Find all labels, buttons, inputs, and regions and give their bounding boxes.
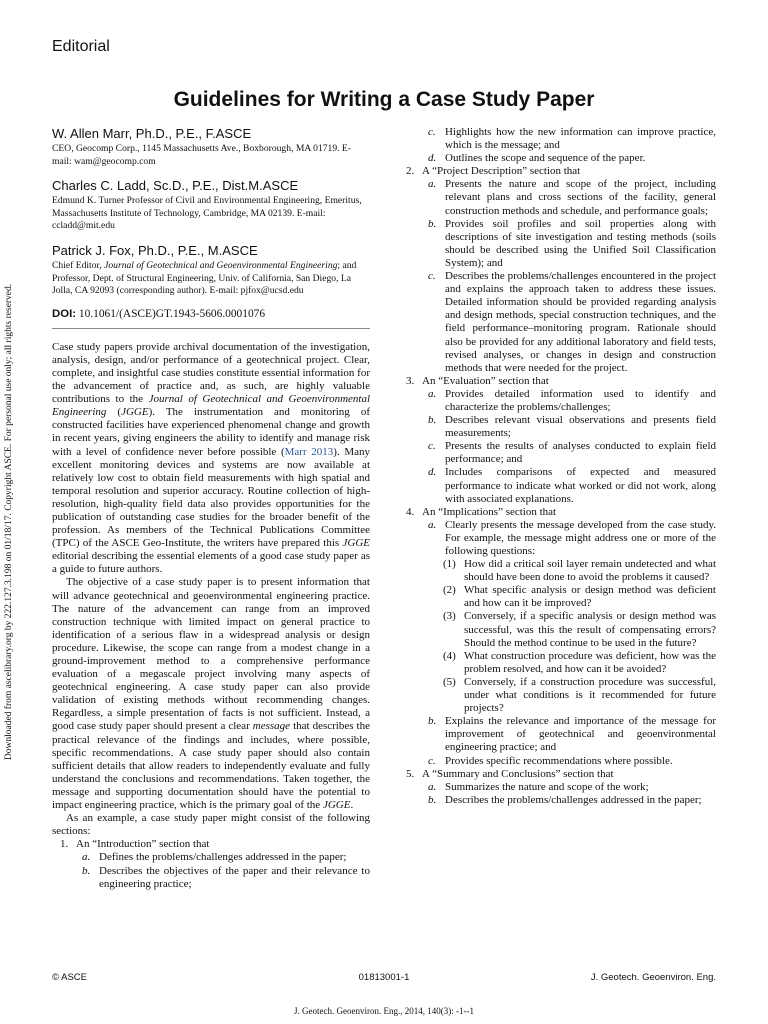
list-item: a. Presents the nature and scope of the project, including relevant plans and cross sections of the facility, general construction methods and schedule, and performance goals; — [428, 178, 716, 217]
author-2 — [52, 178, 370, 233]
list-item: c. Describes the problems/challenges encountered in the project and explains the approach taken to address these issues. Detailed information should be provided regarding analysis and design methods, special construction techniques, and the field performance–monitoring program. Rationale should also be provided for any additional laboratory and field tests, revised analyses, or changes in design and construction methods that were needed for the project. — [428, 270, 716, 374]
footer-page-id: 01813001-1 — [358, 972, 410, 983]
divider — [52, 328, 370, 329]
paragraph: Case study papers provide archival documentation of the investigation, analysis, design, and/or performance of a geotechnical project. Clear, complete, and insightful case studies constitute essential information for the advancement of practice and, as such, are highly valuable contributions to the Journal of Geotechnical and Geoenvironmental Engineering (JGGE). The instrumentation and monitoring of constructed facilities have experienced phenomenal change and growth in recent years, giving engineers the ability to identify and manage risk with a level of confidence never before possible (Marr 2013). Many excellent monitoring devices and systems are now available at relatively low cost to obtain field measurements with high spatial and temporal resolution and superior accuracy. Routine collection of high-resolution, high-quality field data also provides opportunities for the publication of outstanding case studies for the broader benefit of the profession. As members of the Technical Publications Committee (TPC) of the ASCE Geo-Institute, the writers have prepared this JGGE editorial describing the essential elements of a good case study paper as a guide to future authors. — [52, 340, 371, 576]
list-item: (5) Conversely, if a construction procedure was successful, under what conditions is it recommended for future projects? — [443, 675, 716, 715]
author-affiliation: Chief Editor, Journal of Geotechnical and Geoenvironmental Engineering; and Professor, Dept. of Structural Engineering, Univ. of California, San Diego, La Jolla, CA 92093 (corresponding author). E-mail: pjfox@ucsd.edu — [52, 259, 357, 297]
list-item: b. Provides soil profiles and soil properties along with descriptions of site investigation and testing methods (soils should be described using the Unified Soil Classification System); and — [428, 217, 716, 269]
list-item: (2) What specific analysis or design method was deficient and how can it be improved? — [443, 584, 716, 610]
author-affiliation: Edmund K. Turner Professor of Civil and Environmental Engineering, Emeritus, Massachusetts Institute of Technology, Cambridge, MA 02139. E-mail: ccladd@mit.edu — [52, 195, 362, 232]
doi-label: DOI: — [52, 307, 77, 320]
list-item: c. Highlights how the new information can improve practice, which is the message; and — [428, 126, 716, 152]
author-3 — [52, 243, 370, 298]
list-item: (4) What construction procedure was deficient, how was the problem resolved, and how can it be avoided? — [443, 649, 716, 675]
journal-name: Journal of Geotechnical and Geoenvironmental Engineering — [104, 259, 338, 271]
list-item: 4. An “Implications” section that — [406, 505, 557, 518]
author-affiliation: CEO, Geocomp Corp., 1145 Massachusetts Ave., Boxborough, MA 01719. E-mail: wam@geocomp.com — [52, 143, 351, 167]
list-item: d. Includes comparisons of expected and measured performance to indicate what worked or did not work, along with associated explanations. — [428, 466, 716, 505]
list-item: b. Describes relevant visual observations and presents field measurements; — [428, 414, 716, 440]
author-name: W. Allen Marr, Ph.D., P.E., F.ASCE — [52, 126, 252, 141]
list-item: b. Describes the objectives of the paper and their relevance to engineering practice; — [82, 864, 370, 890]
doi-line — [52, 308, 370, 320]
author-name: Patrick J. Fox, Ph.D., P.E., M.ASCE — [52, 242, 258, 258]
section-label: Editorial — [52, 38, 110, 55]
list-item: a. Defines the problems/challenges addressed in the paper; — [82, 851, 347, 864]
doi-link[interactable]: 10.1061/(ASCE)GT.1943-5606.0001076 — [76, 307, 266, 320]
list-item: (1) How did a critical soil layer remain undetected and what should have been done to avoid the problems it caused? — [443, 558, 716, 584]
list-item: c. Presents the results of analyses conducted to explain field performance; and — [428, 440, 716, 466]
list-item: a. Provides detailed information used to identify and characterize the problems/challenges; — [428, 387, 716, 413]
right-column — [398, 126, 716, 807]
footer-journal: J. Geotech. Geoenviron. Eng. — [590, 972, 716, 983]
article-body — [52, 341, 370, 839]
list-item: (3) Conversely, if a specific analysis or design method was successful, was this the result of compensating errors? Should the method continue to be used in the future? — [443, 610, 716, 649]
citation-link[interactable]: Marr 2013 — [284, 445, 334, 458]
footer-copyright: © ASCE — [52, 972, 87, 983]
list-item: a. Clearly presents the message developed from the case study. For example, the message might address one or more of the following questions: — [428, 518, 716, 557]
paragraph: As an example, a case study paper might consist of the following sections: — [52, 812, 370, 838]
download-notice — [0, 242, 18, 802]
paragraph: The objective of a case study paper is to present information that will advance geotechnical and geoenvironmental engineering practice. The nature of the advancement can range from an improved construction technique with limited impact on general practice to identification of a serious flaw in a widespread analysis or design procedure. Likewise, the scope can range from a modest change in a ground-improvement method to a comprehensive performance evaluation of a megascale project involving many aspects of geotechnical engineering. A case study paper can also provide validation of existing methods without recommending changes. Regardless, a simple presentation of facts is not sufficient. Instead, a good case study paper should present a clear message that describes the practical relevance of the findings and includes, where possible, specific recommendations. A case study paper should also contain sufficient details that allow readers to independently evaluate and fully understand the conclusions and recommendations. Taken together, the message and supporting documentation should have the potential to impact engineering practice, which is the primary goal of the JGGE. — [52, 576, 370, 812]
list-item: d. Outlines the scope and sequence of the paper. — [428, 152, 646, 165]
left-column — [52, 126, 370, 891]
bottom-citation: J. Geotech. Geoenviron. Eng., 2014, 140(3): -1--1 — [294, 1006, 474, 1016]
author-name: Charles C. Ladd, Sc.D., P.E., Dist.M.ASCE — [52, 178, 299, 194]
list-item: 2. A “Project Description” section that — [406, 165, 581, 178]
section-list — [52, 838, 370, 890]
list-item: c. Provides specific recommendations where possible. — [428, 754, 673, 767]
list-item: 5. A “Summary and Conclusions” section that — [406, 767, 614, 780]
download-notice-text: Downloaded from ascelibrary.org by 222.127.3.198 on 01/18/17. Copyright ASCE. For personal use only; all rights reserved. — [4, 283, 14, 761]
list-item: a. Summarizes the nature and scope of the work; — [428, 780, 649, 793]
page-title: Guidelines for Writing a Case Study Paper — [173, 88, 595, 111]
author-1 — [52, 126, 370, 168]
list-item: 3. An “Evaluation” section that — [406, 374, 549, 387]
list-item: b. Describes the problems/challenges addressed in the paper; — [428, 793, 702, 806]
list-item: b. Explains the relevance and importance of the message for improvement of geotechnical and geoenvironmental engineering practice; and — [428, 715, 716, 754]
list-item: 1. An “Introduction” section that — [60, 838, 210, 851]
